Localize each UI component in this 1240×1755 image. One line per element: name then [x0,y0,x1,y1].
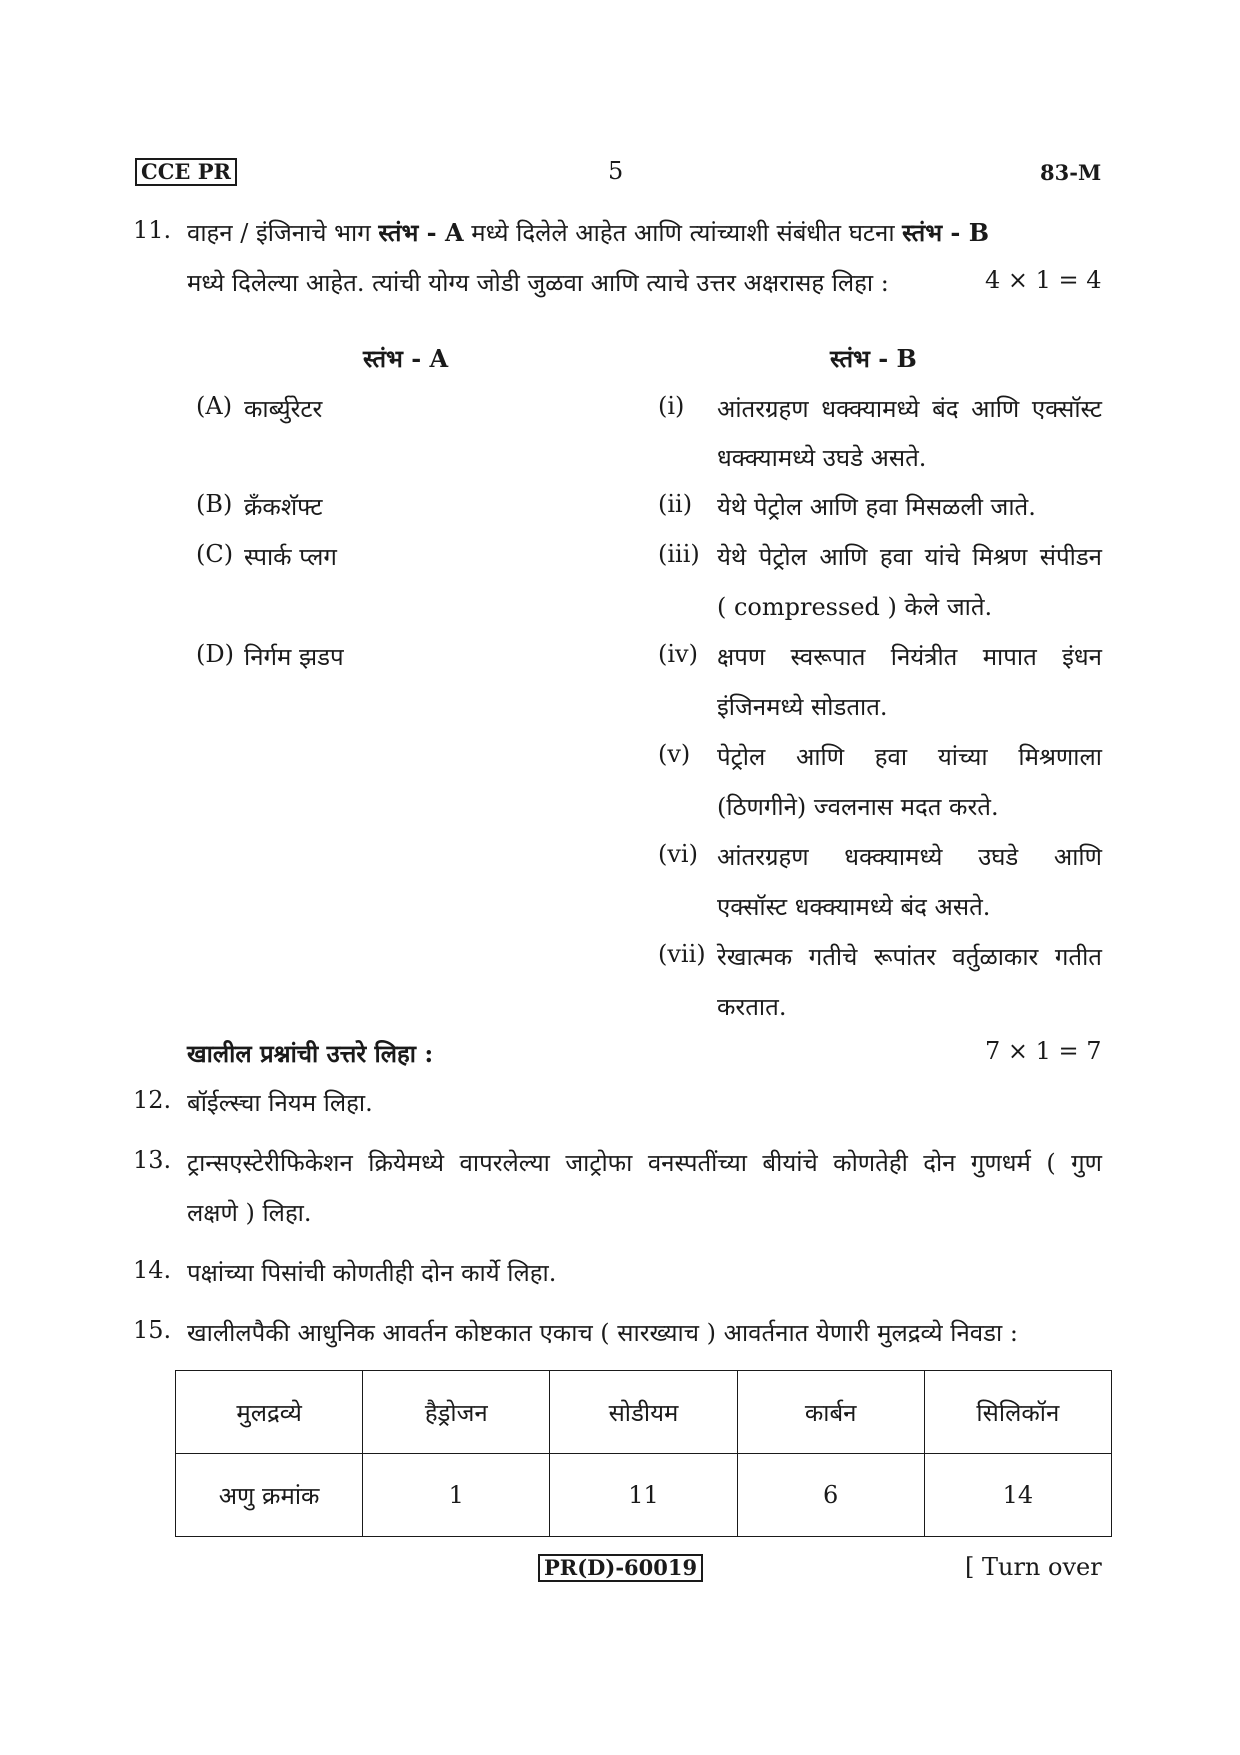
section-heading: खालील प्रश्नांची उत्तरे लिहा : [187,1039,434,1068]
footer-code: PR(D)-60019 [538,1554,703,1582]
table-cell: सिलिकॉन [924,1371,1111,1454]
table-cell: 1 [363,1454,550,1537]
question-12-number: 12. [133,1086,172,1114]
column-b-item-line: करतात. [717,993,787,1021]
column-b-item-line: ( compressed ) केले जाते. [717,593,993,621]
column-b-number: (v) [658,740,691,768]
exam-code-right: 83-M [1040,160,1102,185]
column-b-item-line: क्षपण स्वरूपात नियंत्रीत मापात इंधन [717,643,1102,671]
question-11-line-1: वाहन / इंजिनाचे भाग स्तंभ - A मध्ये दिलेले आहेत आणि त्यांच्याशी संबंधीत घटना स्तंभ - B [187,218,990,247]
table-cell: कार्बन [737,1371,924,1454]
question-11-marks: 4 × 1 = 4 [985,266,1102,294]
question-13-line-2: लक्षणे ) लिहा. [187,1199,312,1227]
column-b-heading: स्तंभ - B [830,344,917,373]
column-b-item-line: धक्क्यामध्ये उघडे असते. [717,444,927,472]
question-13-line-1: ट्रान्सएस्टेरीफिकेशन क्रियेमध्ये वापरलेल्या जाट्रोफा वनस्पतींच्या बीयांचे कोणतेही दोन गुणधर्म ( गुण [187,1149,1102,1177]
question-12-text: बॉईल्स्चा नियम लिहा. [187,1089,373,1117]
column-b-item-line: रेखात्मक गतीचे रूपांतर वर्तुळाकार गतीत [717,943,1102,971]
table-row [176,1454,1112,1537]
column-a-letter: (C) [196,540,234,568]
table-cell: हैड्रोजन [363,1371,550,1454]
page-number: 5 [608,157,624,185]
table-cell: मुलद्रव्ये [176,1371,363,1454]
column-b-number: (iv) [658,640,698,668]
question-15-number: 15. [133,1316,172,1344]
question-15-text: खालीलपैकी आधुनिक आवर्तन कोष्टकात एकाच ( सारख्याच ) आवर्तनात येणारी मुलद्रव्ये निवडा : [187,1319,1018,1347]
column-a-letter: (A) [196,392,233,420]
table-cell: 6 [737,1454,924,1537]
section-marks: 7 × 1 = 7 [985,1037,1102,1065]
column-a-letter: (D) [196,640,234,668]
column-b-item-line: इंजिनमध्ये सोडतात. [717,693,888,721]
column-b-item-line: (ठिणगीने) ज्वलनास मदत करते. [717,793,999,821]
table-row [176,1371,1112,1454]
elements-table [175,1370,1112,1537]
question-14-number: 14. [133,1256,172,1284]
column-b-item-line: एक्सॉस्ट धक्क्यामध्ये बंद असते. [717,893,991,921]
column-a-letter: (B) [196,490,233,518]
column-b-number: (iii) [658,540,700,568]
column-b-item-line: आंतरग्रहण धक्क्यामध्ये बंद आणि एक्सॉस्ट [717,395,1102,423]
column-b-item-line: येथे पेट्रोल आणि हवा मिसळली जाते. [717,493,1036,521]
column-b-number: (i) [658,392,685,420]
column-b-item-line: पेट्रोल आणि हवा यांच्या मिश्रणाला [717,743,1102,771]
turn-over-label: [ Turn over [965,1553,1102,1581]
column-b-number: (ii) [658,490,693,518]
table-cell: अणु क्रमांक [176,1454,363,1537]
column-b-number: (vi) [658,840,698,868]
table-cell: सोडीयम [550,1371,737,1454]
table-cell: 11 [550,1454,737,1537]
column-a-heading: स्तंभ - A [363,344,449,373]
column-a-item: स्पार्क प्लग [244,543,337,571]
question-14-text: पक्षांच्या पिसांची कोणतीही दोन कार्ये लिहा. [187,1259,557,1287]
column-b-number: (vii) [658,940,706,968]
table-cell: 14 [924,1454,1111,1537]
column-a-item: कार्ब्युरेटर [244,395,323,423]
column-b-item-line: आंतरग्रहण धक्क्यामध्ये उघडे आणि [717,843,1102,871]
column-a-item: क्रँकशॅफ्ट [244,493,323,521]
exam-code-left: CCE PR [135,158,237,186]
column-a-item: निर्गम झडप [244,643,344,671]
question-11-number: 11. [133,216,172,244]
question-13-number: 13. [133,1146,172,1174]
column-b-item-line: येथे पेट्रोल आणि हवा यांचे मिश्रण संपीडन [717,543,1102,571]
question-11-line-2: मध्ये दिलेल्या आहेत. त्यांची योग्य जोडी जुळवा आणि त्याचे उत्तर अक्षरासह लिहा : [187,269,889,297]
